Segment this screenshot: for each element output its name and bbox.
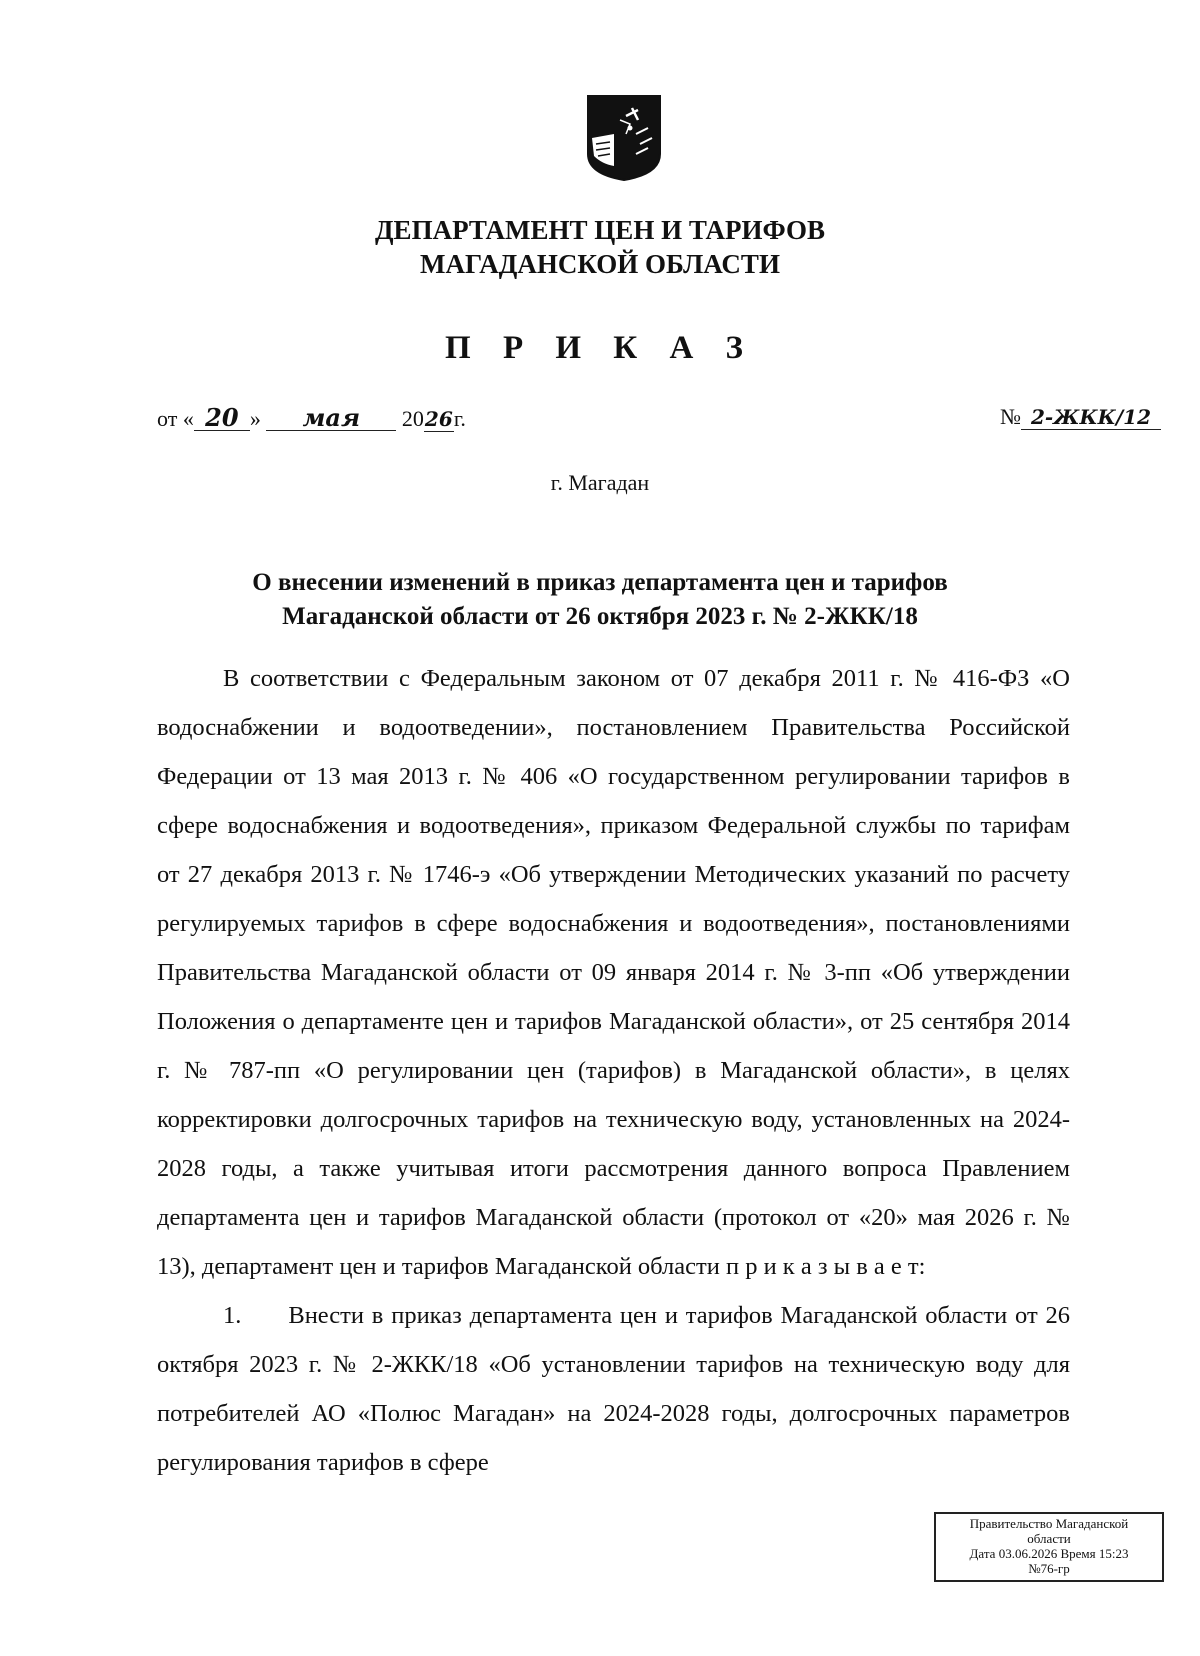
order-number-handwritten: 2-ЖКК/12 bbox=[1021, 405, 1161, 430]
date-line bbox=[157, 403, 466, 432]
body-paragraph-item-1: 1. Внести в приказ департамента цен и тарифов Магаданской области от 26 октября 2023 г. № 2-ЖКК/18 «Об установлении тарифов на техническую воду для потребителей АО «Полюс Магадан» на 2024-2028 годы, долгосрочных параметров регулирования тарифов в сфере bbox=[157, 1302, 1070, 1476]
date-middle: » bbox=[249, 406, 261, 431]
date-month-handwritten: мая bbox=[266, 406, 396, 431]
city-line: г. Магадан bbox=[550, 470, 650, 495]
document-title bbox=[0, 566, 1200, 634]
date-year-handwritten: 26 bbox=[424, 407, 453, 431]
date-prefix: от « bbox=[157, 406, 194, 431]
document-body bbox=[157, 654, 1070, 1487]
body-paragraph-preamble: В соответствии с Федеральным законом от 07 декабря 2011 г. № 416-ФЗ «О водоснабжении и водоотведении», постановлением Правительства Российской Федерации от 13 мая 2013 г. № 406 «О государственном регулировании тарифов в сфере водоснабжения и водоотведения», приказом Федеральной службы по тарифам от 27 декабря 2013 г. № 1746-э «Об утверждении Методических указаний по расчету регулируемых тарифов в сфере водоснабжения и водоотведения», постановлениями Правительства Магаданской области от 09 января 2014 г. № 3-пп «Об утверждении Положения о департаменте цен и тарифов Магаданской области», от 25 сентября 2014 г. № 787-пп «О регулировании цен (тарифов) в Магаданской области», в целях корректировки долгосрочных тарифов на техническую воду, установленных на 2024-2028 годы, а также учитывая итоги рассмотрения данного вопроса Правлением департамента цен и тарифов Магаданской области (протокол от «20» мая 2026 г. № 13), департамент цен и тарифов Магаданской области п р и к а з ы в а е т: bbox=[157, 665, 1070, 1280]
document-type-heading: П Р И К А З bbox=[445, 330, 755, 366]
stamp-line4: №76-гр bbox=[1028, 1561, 1070, 1576]
date-day-handwritten: 20 bbox=[194, 406, 250, 431]
date-year-prefix: 20 bbox=[401, 406, 424, 431]
stamp-line3: Дата 03.06.2026 Время 15:23 bbox=[969, 1546, 1129, 1561]
registration-stamp bbox=[934, 1512, 1164, 1582]
stamp-line1: Правительство Магаданской bbox=[969, 1516, 1129, 1531]
order-number-prefix: № bbox=[1000, 404, 1021, 429]
stamp-line2: области bbox=[1027, 1531, 1071, 1546]
organization-name-line2: МАГАДАНСКОЙ ОБЛАСТИ bbox=[420, 249, 780, 279]
coat-of-arms-icon bbox=[586, 94, 662, 182]
date-postfix: г. bbox=[453, 406, 466, 431]
document-title-line1: О внесении изменений в приказ департамента цен и тарифов bbox=[252, 569, 948, 596]
organization-name-line1: ДЕПАРТАМЕНТ ЦЕН И ТАРИФОВ bbox=[374, 215, 826, 245]
document-title-line2: Магаданской области от 26 октября 2023 г. № 2-ЖКК/18 bbox=[282, 603, 918, 630]
order-number bbox=[1000, 404, 1161, 430]
